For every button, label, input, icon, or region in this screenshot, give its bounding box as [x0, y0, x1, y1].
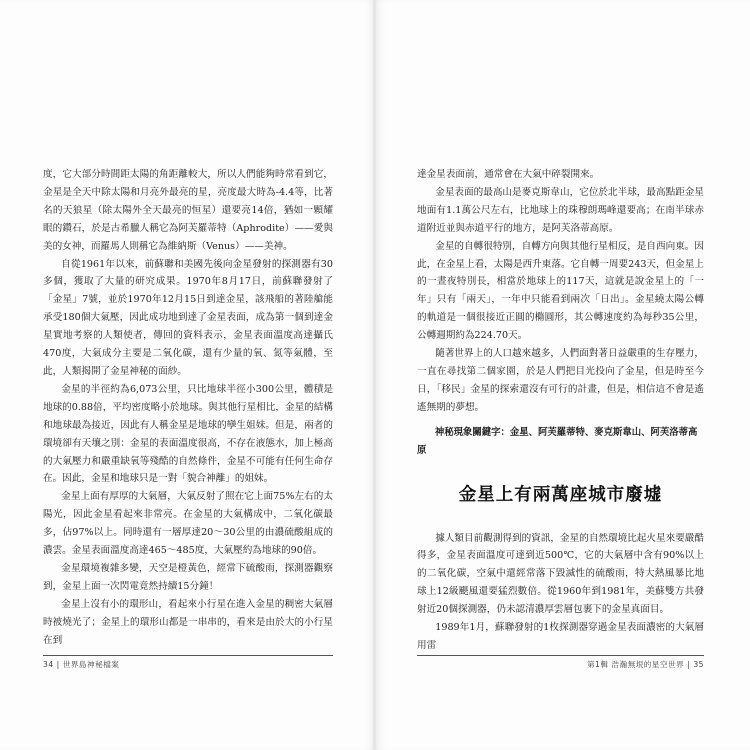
- paragraph: 據人類目前觀測得到的資訊，金星的自然環境比起火星來要嚴酷得多，金星表面溫度可達到近500℃，它的大氣層中含有90%以上的二氧化碳，空氣中還經常落下毀滅性的硫酸雨，特大熱風暴比地球上12級颶風還要猛烈數倍。從1960年到1981年，美蘇雙方共發射近20個探測器，仍未認清濃厚雲層包裹下的金星真面目。: [417, 532, 704, 616]
- paragraph: 金星環境複雜多變，天空是橙黃色，經常下硫酸雨，探測器觀察到，金星上面一次閃電竟然持續15分鐘！: [43, 562, 333, 592]
- footer-separator: |: [56, 660, 60, 669]
- paragraph: 金星表面的最高山是麥克斯韋山，它位於北半球，最高點距金星地面有1.1萬公尺左右，比地球上的珠穆朗瑪峰還要高；在南半球赤道附近並與赤道平行的地方，是阿芙洛蒂高原。: [417, 186, 704, 234]
- paragraph: 1989年1月，蘇聯發射的1枚探測器穿過金星表面濃密的大氣層用雷: [417, 622, 704, 651]
- part-label: 第1輯: [586, 660, 609, 669]
- left-page: [0, 0, 374, 750]
- right-page-footer: [587, 659, 704, 670]
- paragraph: 達金星表面前，通常會在大氣中碎裂開來。: [417, 169, 600, 180]
- paragraph: 金星上面有厚厚的大氣層，大氣反射了照在它上面75%左右的太陽光，因此金星看起來非常亮。在金星的大氣構成中，二氧化碳最多，佔97%以上。同時還有一層厚達20～30公里的由濃硫酸組成的濃雲。金星表面溫度高達465～485度，大氣壓約為地球的90倍。: [43, 491, 333, 557]
- left-page-text: [43, 166, 333, 649]
- left-page-footer: [43, 659, 119, 670]
- page-number: 35: [693, 660, 704, 669]
- right-page: [376, 0, 750, 750]
- paragraph: 自從1961年以來，前蘇聯和美國先後向金星發射的探測器有30多個，獲取了大量的研究成果。1970年8月17日，前蘇聯發射了「金星」7號，並於1970年12月15日到達金星，該飛船的著陸艙能承受180個大氣壓，因此成功地到達了金星表面，成為第一個到達金星實地考察的人類使者，傳回的資料表示，金星表面溫度高達攝氏470度，大氣成分主要是二氧化碳，還有少量的氧、氮等氣體，至此，人類揭開了金星神秘的面紗。: [43, 258, 333, 377]
- right-page-text: [417, 166, 704, 655]
- section-title: 金星上有兩萬座城市廢墟: [458, 484, 663, 505]
- paragraph: 度，它大部分時間距太陽的角距離較大，所以人們能夠時常看到它，金星是全天中除太陽和月亮外最亮的星，亮度最大時為-4.4等，比著名的天狼星（除太陽外全天最亮的恒星）還要亮14倍，猶如一顆耀眼的鑽石，於是古希臘人稱它為阿芙羅蒂特（Aphrodite）——愛與美的女神，而羅馬人則稱它為維納斯（Venus）——美神。: [43, 169, 333, 252]
- paragraph: 金星上沒有小的環形山，看起來小行星在進入金星的稠密大氣層時被燒光了；金星上的環形山都是一串串的，看來是由於大的小行星在到: [43, 598, 333, 646]
- footer-rule: [417, 655, 704, 656]
- section-label: 浩瀚無垠的星空世界: [611, 660, 685, 669]
- paragraph: 隨著世界上的人口越來越多，人們面對著日益嚴重的生存壓力，一直在尋找第二個家園，於是人們把目光投向了金星，但是時至今日，「移民」金星的探索還沒有可行的計畫，但是，相信這不會是遙遙無期的夢想。: [417, 348, 704, 413]
- page-number: 34: [43, 660, 54, 669]
- footer-rule: [43, 655, 333, 656]
- paragraph: 金星的自轉很特別，自轉方向與其他行星相反，是自西向東。因此，在金星上看，太陽是西升東落。它自轉一周要243天，但金星上的一晝夜特別長，相當於地球上的117天，這就是說金星上的「一年」只有「兩天」，一年中只能看到兩次「日出」。金星繞太陽公轉的軌道是一個很接近正圓的橢圓形，其公轉速度約為每秒35公里，公轉週期約為224.70天。: [417, 240, 704, 342]
- book-title: 世界島神秘檔案: [62, 660, 120, 669]
- keywords-line: 神秘現象關鍵字：金星、阿芙羅蒂特、麥克斯韋山、阿芙洛蒂高原: [417, 426, 698, 456]
- footer-separator: |: [687, 660, 691, 669]
- paragraph: 金星的半徑約為6,073公里，只比地球半徑小300公里，體積是地球的0.88倍，平均密度略小於地球。與其他行星相比，金星的結構和地球最為接近，因此有人稱金星是地球的孿生姐妹。但是，兩者的環境卻有天壤之別：金星的表面溫度很高，不存在液態水，加上極高的大氣壓力和嚴重缺氧等殘酷的自然條件，金星不可能有任何生命存在。因此，金星和地球只是一對「貌合神離」的姐妹。: [43, 383, 333, 485]
